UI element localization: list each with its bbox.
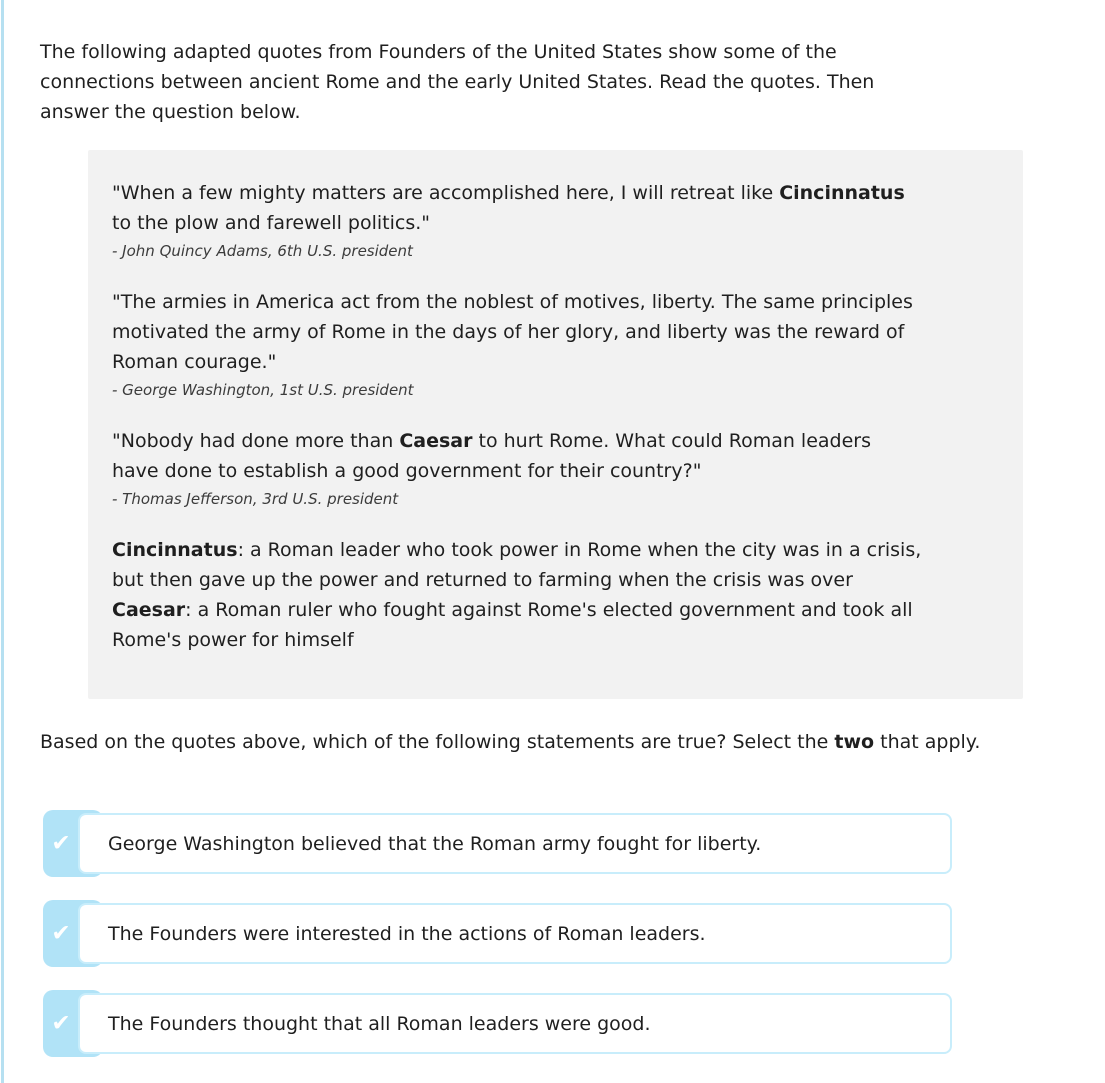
options-list [43, 810, 952, 1080]
definition-text: Caesar: a Roman ruler who fought against Rome's elected government and took all Rome's power for himself [112, 599, 913, 651]
quote-box [88, 150, 1023, 699]
option-label: The Founders were interested in the actions of Roman leaders. [108, 922, 706, 945]
option-box[interactable] [78, 903, 952, 964]
quote-text: "When a few mighty matters are accomplished here, I will retreat like Cincinnatus to the plow and farewell politics." [112, 182, 905, 234]
checkmark-icon: ✔ [51, 920, 71, 946]
question-text: Based on the quotes above, which of the following statements are true? Select the two that apply. [40, 731, 981, 753]
left-accent-bar [1, 0, 4, 1083]
option-row[interactable] [43, 810, 952, 877]
definitions-list [112, 535, 999, 655]
quote-block [112, 287, 999, 402]
quote-attribution: - George Washington, 1st U.S. president [112, 381, 414, 399]
option-row[interactable] [43, 900, 952, 967]
quote-attribution: - Thomas Jefferson, 3rd U.S. president [112, 490, 399, 508]
quote-text: "Nobody had done more than Caesar to hurt Rome. What could Roman leaders have done to establish a good government for their country?" [112, 430, 872, 482]
option-label: The Founders thought that all Roman leaders were good. [108, 1012, 651, 1035]
definition-text: Cincinnatus: a Roman leader who took power in Rome when the city was in a crisis, but then gave up the power and returned to farming when the crisis was over [112, 539, 922, 591]
quote-text: "The armies in America act from the noblest of motives, liberty. The same principles motivated the army of Rome in the days of her glory, and liberty was the reward of Roman courage." [112, 291, 913, 373]
option-box[interactable] [78, 813, 952, 874]
option-label: George Washington believed that the Roman army fought for liberty. [108, 832, 762, 855]
quote-block [112, 426, 999, 511]
quote-block [112, 178, 999, 263]
option-box[interactable] [78, 993, 952, 1054]
quotes-list [112, 178, 999, 511]
checkmark-icon: ✔ [51, 1010, 71, 1036]
quote-attribution: - John Quincy Adams, 6th U.S. president [112, 242, 413, 260]
option-row[interactable] [43, 990, 952, 1057]
checkmark-icon: ✔ [51, 830, 71, 856]
intro-paragraph: The following adapted quotes from Founders of the United States show some of the connections between ancient Rome and the early United States. Read the quotes. Then answer the question below. [40, 41, 875, 123]
